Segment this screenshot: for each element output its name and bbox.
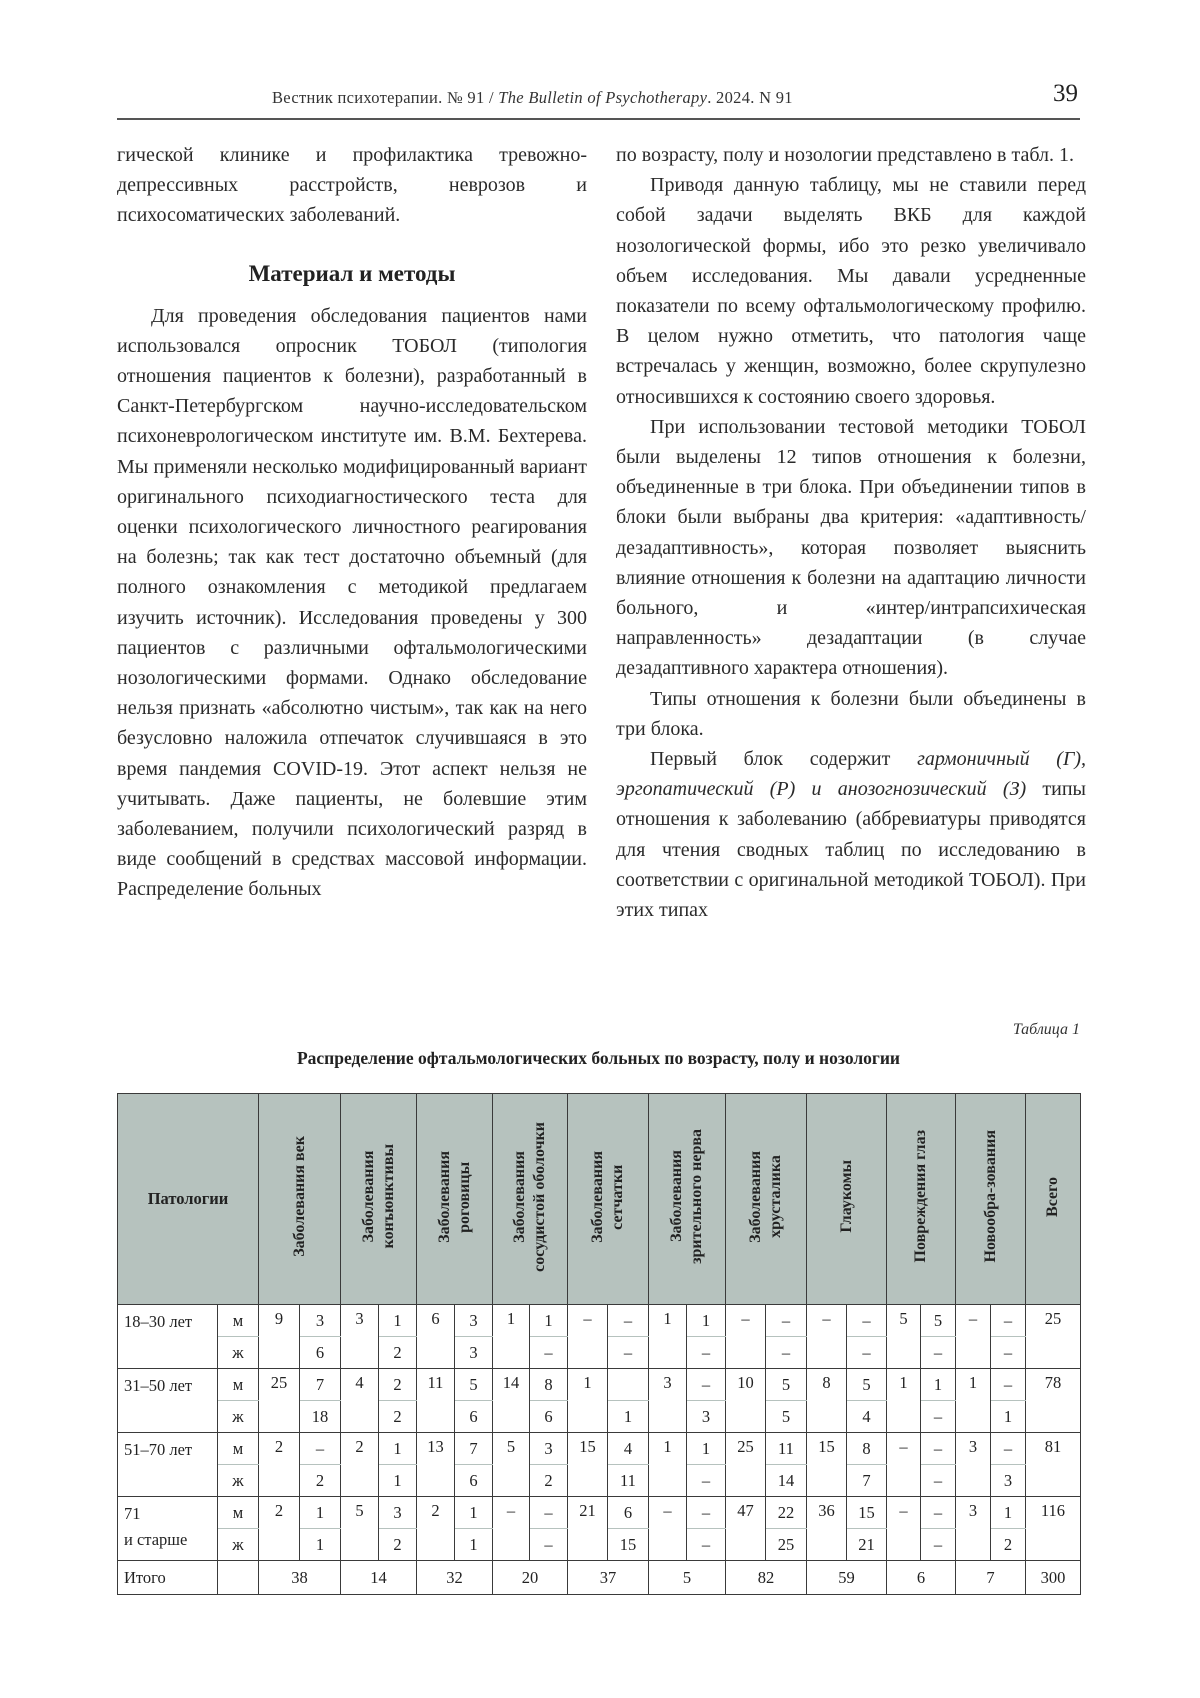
- group-total-cell: 15: [807, 1433, 847, 1497]
- sex-label-male: м: [218, 1497, 259, 1529]
- itogo-cell: 82: [726, 1561, 807, 1595]
- male-count-cell: 3: [455, 1305, 493, 1337]
- male-count-cell: –: [300, 1433, 341, 1465]
- female-count-cell: 2: [379, 1529, 417, 1561]
- section-heading: Материал и методы: [248, 260, 456, 286]
- female-count-cell: 6: [455, 1465, 493, 1497]
- group-total-cell: 2: [259, 1497, 300, 1561]
- male-count-cell: –: [687, 1369, 726, 1401]
- male-count-cell: 5: [921, 1305, 956, 1337]
- header-column: [807, 1094, 887, 1305]
- group-total-cell: 1: [649, 1305, 687, 1369]
- group-total-cell: 5: [887, 1305, 921, 1369]
- female-count-cell: 2: [300, 1465, 341, 1497]
- male-count-cell: 8: [847, 1433, 887, 1465]
- itogo-cell: 5: [649, 1561, 726, 1595]
- male-count-cell: –: [921, 1497, 956, 1529]
- journal-title-en: The Bulletin of Psychotherapy: [498, 88, 708, 107]
- header-label: Повреждения глаз: [912, 1130, 929, 1263]
- header-column: [568, 1094, 649, 1305]
- itogo-cell: 37: [568, 1561, 649, 1595]
- itogo-cell: 32: [417, 1561, 493, 1595]
- age-group-label: 18–30 лет: [118, 1305, 218, 1369]
- itogo-cell: 14: [341, 1561, 417, 1595]
- male-count-cell: 7: [300, 1369, 341, 1401]
- sex-label-male: м: [218, 1369, 259, 1401]
- female-count-cell: 5: [766, 1401, 807, 1433]
- age-group-label: 51–70 лет: [118, 1433, 218, 1497]
- table-row-male: [118, 1369, 1081, 1401]
- male-count-cell: 11: [766, 1433, 807, 1465]
- row-total-cell: 78: [1026, 1369, 1081, 1433]
- header-label: Заболевания роговицы: [435, 1150, 473, 1243]
- group-total-cell: 15: [568, 1433, 608, 1497]
- age-group-label: 31–50 лет: [118, 1369, 218, 1433]
- journal-title-ru: Вестник психотерапии. № 91: [272, 88, 485, 107]
- group-total-cell: 25: [726, 1433, 766, 1497]
- header-column: [259, 1094, 341, 1305]
- group-total-cell: 3: [341, 1305, 379, 1369]
- header-label: Заболевания сетчатки: [589, 1150, 626, 1243]
- female-count-cell: –: [687, 1337, 726, 1369]
- male-count-cell: 8: [530, 1369, 568, 1401]
- page-number: 39: [1053, 80, 1078, 107]
- group-total-cell: 9: [259, 1305, 300, 1369]
- group-total-cell: 1: [649, 1433, 687, 1497]
- female-count-cell: –: [921, 1529, 956, 1561]
- journal-issue: . 2024. N 91: [707, 88, 793, 107]
- female-count-cell: 2: [379, 1401, 417, 1433]
- female-count-cell: 1: [991, 1401, 1026, 1433]
- male-count-cell: 1: [921, 1369, 956, 1401]
- header-column: [493, 1094, 568, 1305]
- row-total-cell: 81: [1026, 1433, 1081, 1497]
- male-count-cell: [608, 1369, 649, 1401]
- female-count-cell: –: [921, 1465, 956, 1497]
- header-column: [726, 1094, 807, 1305]
- table-header-row: [118, 1094, 1081, 1305]
- male-count-cell: 1: [530, 1305, 568, 1337]
- itogo-label: Итого: [118, 1561, 218, 1595]
- male-count-cell: –: [991, 1369, 1026, 1401]
- male-count-cell: –: [991, 1433, 1026, 1465]
- group-total-cell: 1: [887, 1369, 921, 1433]
- group-total-cell: 1: [568, 1369, 608, 1433]
- table-row-male: [118, 1433, 1081, 1465]
- empty-cell: [218, 1561, 259, 1595]
- sex-label-male: м: [218, 1433, 259, 1465]
- male-count-cell: 3: [300, 1305, 341, 1337]
- group-total-cell: 5: [493, 1433, 530, 1497]
- female-count-cell: 1: [300, 1529, 341, 1561]
- male-count-cell: 1: [379, 1305, 417, 1337]
- sex-label-female: ж: [218, 1465, 259, 1497]
- paragraph: гической клинике и профилактика тревожно-депрессивных расстройств, неврозов и психосоматических заболеваний.: [117, 144, 587, 227]
- female-count-cell: 2: [991, 1529, 1026, 1561]
- female-count-cell: –: [687, 1465, 726, 1497]
- row-total-cell: 116: [1026, 1497, 1081, 1561]
- male-count-cell: 5: [847, 1369, 887, 1401]
- male-count-cell: 1: [687, 1433, 726, 1465]
- group-total-cell: –: [887, 1497, 921, 1561]
- male-count-cell: 5: [766, 1369, 807, 1401]
- group-total-cell: 8: [807, 1369, 847, 1433]
- male-count-cell: –: [687, 1497, 726, 1529]
- female-count-cell: –: [530, 1337, 568, 1369]
- group-total-cell: 36: [807, 1497, 847, 1561]
- female-count-cell: –: [921, 1401, 956, 1433]
- sex-label-female: ж: [218, 1337, 259, 1369]
- group-total-cell: –: [493, 1497, 530, 1561]
- header-label: Новообра-зования: [981, 1130, 999, 1263]
- male-count-cell: 22: [766, 1497, 807, 1529]
- male-count-cell: 4: [608, 1433, 649, 1465]
- paragraph: Типы отношения к болезни были объединены в три блока.: [616, 687, 1086, 740]
- group-total-cell: 6: [417, 1305, 455, 1369]
- group-total-cell: 10: [726, 1369, 766, 1433]
- text-run: Первый блок содержит: [650, 748, 918, 771]
- female-count-cell: –: [991, 1337, 1026, 1369]
- female-count-cell: –: [921, 1337, 956, 1369]
- running-header: [117, 80, 1080, 120]
- female-count-cell: 4: [847, 1401, 887, 1433]
- male-count-cell: –: [921, 1433, 956, 1465]
- paragraph: Приводя данную таблицу, мы не ставили перед собой задачи выделять ВКБ для каждой нозологической формы, ибо это резко увеличивало объем исследования. Мы давали усредненные показатели по всему офтальмологическому профилю. В целом нужно отметить, что патология чаще встречалась у женщин, возможно, более скрупулезно относившихся к состоянию своего здоровья.: [616, 174, 1086, 408]
- paragraph: Для проведения обследования пациентов нами использовался опросник ТОБОЛ (типология отношения пациентов к болезни), разработанный в Санкт-Петербургском научно-исследовательском психоневрологическом институте им. В.М. Бехтерева. Мы применяли несколько модифицированный вариант оригинального психодиагностического теста для оценки психологического личностного реагирования на болезнь; так как тест достаточно объемный (для полного ознакомления с методикой предлагаем изучить источник). Исследования проведены у 300 пациентов с различными офтальмологическими нозологическими формами. Однако обследование нельзя признать «абсолютно чистым», так как на него безусловно наложила отпечаток случившаяся в это время пандемия COVID-19. Этот аспект нельзя не учитывать. Даже пациенты, не болевшие этим заболеванием, получили психологический разряд в виде сообщений в средствах массовой информации. Распределение больных: [117, 304, 587, 901]
- male-count-cell: 1: [455, 1497, 493, 1529]
- group-total-cell: 21: [568, 1497, 608, 1561]
- male-count-cell: –: [991, 1305, 1026, 1337]
- header-label: Заболевания конъюнктивы: [359, 1144, 397, 1249]
- male-count-cell: –: [608, 1305, 649, 1337]
- group-total-cell: 4: [341, 1369, 379, 1433]
- male-count-cell: –: [530, 1497, 568, 1529]
- paragraph: по возрасту, полу и нозологии представлено в табл. 1.: [616, 144, 1075, 166]
- female-count-cell: 6: [530, 1401, 568, 1433]
- group-total-cell: 5: [341, 1497, 379, 1561]
- male-count-cell: 5: [455, 1369, 493, 1401]
- male-count-cell: 6: [608, 1497, 649, 1529]
- group-total-cell: –: [649, 1497, 687, 1561]
- itogo-cell: 6: [887, 1561, 956, 1595]
- female-count-cell: 21: [847, 1529, 887, 1561]
- header-label: Заболевания век: [290, 1136, 308, 1257]
- header-column: [956, 1094, 1026, 1305]
- female-count-cell: –: [687, 1529, 726, 1561]
- group-total-cell: –: [726, 1305, 766, 1369]
- male-count-cell: 1: [991, 1497, 1026, 1529]
- header-column: [341, 1094, 417, 1305]
- itogo-cell: 20: [493, 1561, 568, 1595]
- male-count-cell: 1: [687, 1305, 726, 1337]
- female-count-cell: 11: [608, 1465, 649, 1497]
- female-count-cell: 14: [766, 1465, 807, 1497]
- female-count-cell: –: [766, 1337, 807, 1369]
- header-label: Заболевания хрусталика: [747, 1150, 784, 1243]
- title-separator: /: [484, 88, 499, 107]
- female-count-cell: 3: [991, 1465, 1026, 1497]
- header-pathology-label: Патологии: [147, 1189, 229, 1208]
- group-total-cell: 3: [956, 1497, 991, 1561]
- itogo-cell: 7: [956, 1561, 1026, 1595]
- female-count-cell: 2: [379, 1337, 417, 1369]
- male-count-cell: 7: [455, 1433, 493, 1465]
- distribution-table: [117, 1093, 1081, 1595]
- table-row-male: [118, 1497, 1081, 1529]
- header-column: [887, 1094, 956, 1305]
- header-column: [649, 1094, 726, 1305]
- table-label: Таблица 1: [1012, 1021, 1080, 1038]
- header-label: Заболевания сосудистой оболочки: [511, 1121, 548, 1272]
- sex-label-female: ж: [218, 1401, 259, 1433]
- itogo-total-cell: 300: [1026, 1561, 1081, 1595]
- group-total-cell: 2: [259, 1433, 300, 1497]
- header-pathology: [118, 1094, 259, 1305]
- header-label: Заболевания зрительного нерва: [668, 1129, 705, 1264]
- female-count-cell: 18: [300, 1401, 341, 1433]
- female-count-cell: 15: [608, 1529, 649, 1561]
- age-group-label: 71 и старше: [118, 1497, 218, 1561]
- group-total-cell: –: [568, 1305, 608, 1369]
- female-count-cell: 1: [608, 1401, 649, 1433]
- table-row-male: [118, 1305, 1081, 1337]
- female-count-cell: 7: [847, 1465, 887, 1497]
- male-count-cell: –: [766, 1305, 807, 1337]
- paragraph: [616, 744, 1086, 925]
- group-total-cell: –: [807, 1305, 847, 1369]
- right-text-column: [616, 140, 1086, 925]
- female-count-cell: 25: [766, 1529, 807, 1561]
- header-column-total: [1026, 1094, 1081, 1305]
- group-total-cell: 3: [649, 1369, 687, 1433]
- female-count-cell: –: [530, 1529, 568, 1561]
- left-text-column: [117, 140, 587, 905]
- group-total-cell: 14: [493, 1369, 530, 1433]
- header-label: Всего: [1044, 1176, 1061, 1217]
- male-count-cell: 2: [379, 1369, 417, 1401]
- itogo-cell: 59: [807, 1561, 887, 1595]
- male-count-cell: 3: [530, 1433, 568, 1465]
- group-total-cell: 2: [341, 1433, 379, 1497]
- group-total-cell: 25: [259, 1369, 300, 1433]
- table-row-itogo: [118, 1561, 1081, 1595]
- group-total-cell: –: [956, 1305, 991, 1369]
- female-count-cell: 1: [379, 1465, 417, 1497]
- male-count-cell: –: [847, 1305, 887, 1337]
- italic-text-run: гармоничный (Г), эргопатический (Р) и анозогнозический (З): [616, 748, 1086, 801]
- group-total-cell: 11: [417, 1369, 455, 1433]
- group-total-cell: 13: [417, 1433, 455, 1497]
- group-total-cell: 47: [726, 1497, 766, 1561]
- female-count-cell: 3: [687, 1401, 726, 1433]
- sex-label-male: м: [218, 1305, 259, 1337]
- male-count-cell: 15: [847, 1497, 887, 1529]
- header-label: Глаукомы: [837, 1160, 855, 1233]
- female-count-cell: –: [847, 1337, 887, 1369]
- itogo-cell: 38: [259, 1561, 341, 1595]
- group-total-cell: 3: [956, 1433, 991, 1497]
- female-count-cell: 6: [455, 1401, 493, 1433]
- male-count-cell: 1: [300, 1497, 341, 1529]
- paragraph: При использовании тестовой методики ТОБОЛ были выделены 12 типов отношения к болезни, объединенные в три блока. При объединении типов в блоки были выбраны два критерия: «адаптивность/дезадаптивность», которая позволяет выяснить влияние отношения к болезни на адаптацию личности больного, и «интер/интрапсихическая направленность» дезадаптации (в случае дезадаптивного характера отношения).: [616, 415, 1086, 680]
- group-total-cell: 2: [417, 1497, 455, 1561]
- female-count-cell: 3: [455, 1337, 493, 1369]
- male-count-cell: 3: [379, 1497, 417, 1529]
- journal-running-title: [272, 88, 793, 108]
- group-total-cell: –: [887, 1433, 921, 1497]
- text-run: типы отношения к заболеванию (аббревиатуры приводятся для чтения сводных таблиц по исследованию в соответствии с оригинальной методикой ТОБОЛ). При этих типах: [616, 778, 1086, 922]
- female-count-cell: 2: [530, 1465, 568, 1497]
- table-title: Распределение офтальмологических больных по возрасту, полу и нозологии: [296, 1048, 901, 1068]
- sex-label-female: ж: [218, 1529, 259, 1561]
- header-column: [417, 1094, 493, 1305]
- female-count-cell: 1: [455, 1529, 493, 1561]
- female-count-cell: 6: [300, 1337, 341, 1369]
- female-count-cell: –: [608, 1337, 649, 1369]
- group-total-cell: 1: [493, 1305, 530, 1369]
- group-total-cell: 1: [956, 1369, 991, 1433]
- row-total-cell: 25: [1026, 1305, 1081, 1369]
- male-count-cell: 1: [379, 1433, 417, 1465]
